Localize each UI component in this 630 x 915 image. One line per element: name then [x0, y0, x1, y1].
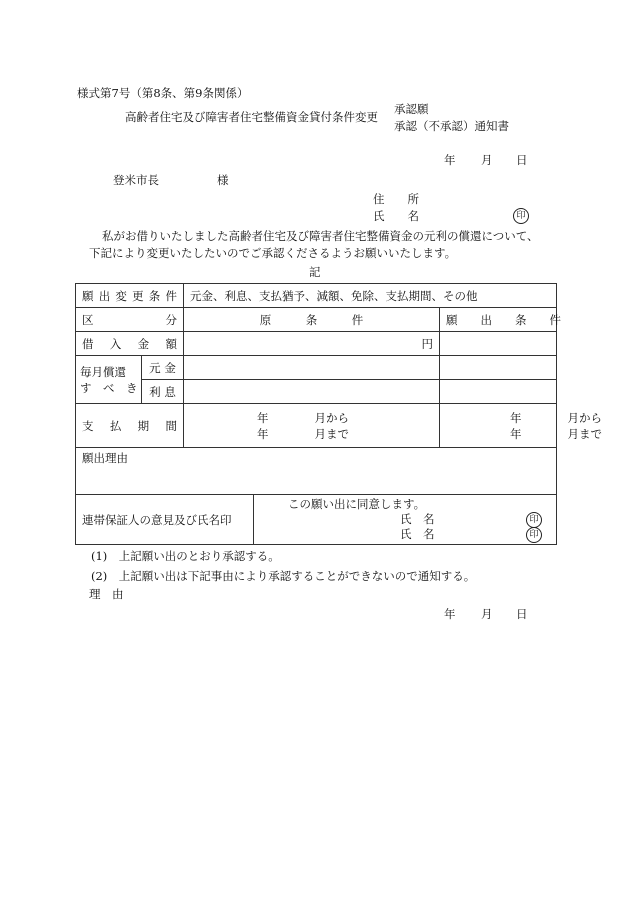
monthly-principal-row — [76, 356, 557, 380]
name-label: 氏 名 — [373, 209, 419, 223]
reason-label: 願出理由 — [82, 451, 128, 465]
requested-conditions-header: 願 出 条 件 — [440, 308, 557, 332]
approval-item-1: (1) 上記願い出のとおり承認する。 — [91, 549, 280, 563]
addressee-name: 登米市長 — [113, 173, 159, 187]
footer-year-label: 年 — [444, 607, 456, 621]
ki-heading: 記 — [309, 265, 321, 279]
guarantor-name-label-1: 氏 名 — [400, 512, 435, 526]
interest-label: 利 息 — [142, 380, 184, 404]
seal-icon: 印 — [513, 208, 529, 224]
footer-month-label: 月 — [481, 607, 493, 621]
consent-text: この願い出に同意します。 — [288, 497, 426, 511]
body-text-line1: 私がお借りいたしました高齢者住宅及び障害者住宅整備資金の元利の償還について、 — [102, 229, 539, 243]
principal-label: 元 金 — [142, 356, 184, 380]
period-original[interactable]: 年 月から 年 月まで — [184, 404, 440, 448]
guarantor-label: 連帯保証人の意見及び氏名印 — [76, 495, 254, 545]
loan-amount-row — [76, 332, 557, 356]
payment-period-row — [76, 404, 557, 448]
principal-requested[interactable] — [440, 356, 557, 380]
change-conditions-label: 願 出 変 更 条 件 — [76, 284, 184, 308]
loan-amount-label: 借 入 金 額 — [76, 332, 184, 356]
document-title: 高齢者住宅及び障害者住宅整備資金貸付条件変更 — [125, 110, 378, 124]
seal-icon: 印 — [526, 527, 542, 543]
body-text-line2: 下記により変更いたしたいのでご承認くださるようお願いいたします。 — [89, 246, 457, 260]
interest-original[interactable] — [184, 380, 440, 404]
reason-row — [76, 448, 557, 495]
seal-icon: 印 — [526, 512, 542, 528]
application-table — [75, 283, 602, 545]
payment-period-label: 支 払 期 間 — [76, 404, 184, 448]
footer-day-label: 日 — [516, 607, 528, 621]
title-suffix-notice: 承認（不承認）通知書 — [394, 119, 509, 133]
monthly-interest-row — [76, 380, 557, 404]
guarantor-name-label-2: 氏 名 — [400, 527, 435, 541]
form-number: 様式第7号（第8条、第9条関係） — [77, 86, 249, 100]
addressee-honorific: 様 — [217, 173, 229, 187]
guarantor-consent-cell[interactable] — [254, 495, 557, 545]
period-requested[interactable]: 年 月から 年 月まで — [440, 404, 557, 448]
interest-requested[interactable] — [440, 380, 557, 404]
guarantor-row — [76, 495, 557, 545]
loan-amount-requested[interactable] — [440, 332, 557, 356]
reason-heading: 理 由 — [89, 587, 124, 601]
reason-field[interactable] — [76, 448, 557, 495]
title-suffix-application: 承認願 — [394, 102, 429, 116]
original-conditions-header: 原 条 件 — [184, 308, 440, 332]
change-conditions-row — [76, 284, 557, 308]
category-header: 区 分 — [76, 308, 184, 332]
column-header-row — [76, 308, 557, 332]
change-conditions-options: 元金、利息、支払猶予、減額、免除、支払期間、その他 — [184, 284, 557, 308]
principal-original[interactable] — [184, 356, 440, 380]
date-day-label: 日 — [516, 153, 528, 167]
monthly-repayment-label: 毎月償還 す べ き — [76, 356, 142, 404]
date-month-label: 月 — [481, 153, 493, 167]
address-label: 住 所 — [373, 192, 419, 206]
date-year-label: 年 — [444, 153, 456, 167]
approval-item-2: (2) 上記願い出は下記事由により承認することができないので通知する。 — [91, 569, 476, 583]
loan-amount-original[interactable]: 円 — [184, 332, 440, 356]
